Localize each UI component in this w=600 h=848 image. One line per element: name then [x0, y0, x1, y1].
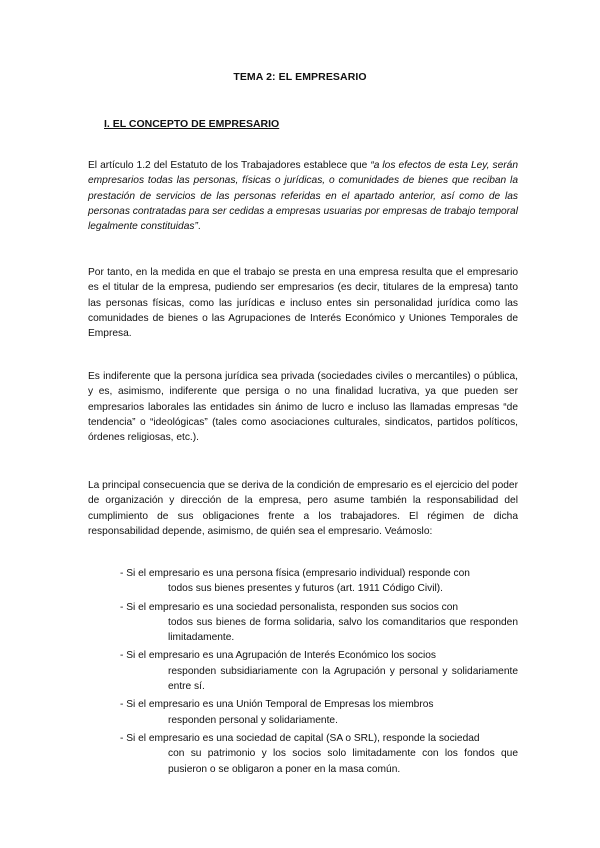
list-item-continuation: responden subsidiariamente con la Agrupación y personal y solidariamente entre sí.	[168, 665, 518, 693]
paragraph-definition-quote: “a los efectos de esta Ley, serán empresarios todas las personas, físicas o jurídicas, o comunidades de bienes que reciban la prestación de servicios de las personas referidas en el apartado anterior, así como de las personas contratadas para ser cedidas a empresas usuarias por empresas de trabajo temporal legalmente constituidas”	[88, 160, 518, 233]
list-item-first-line: - Si el empresario es una Agrupación de Interés Económico los socios	[120, 650, 436, 662]
paragraph-persona-juridica: Es indiferente que la persona jurídica sea privada (sociedades civiles o mercantiles) o pública, y es, asimismo, indiferente que persiga o no una finalidad lucrativa, ya que pueden ser empresarios laborales las entidades sin ánimo de lucro e incluso las llamadas empresas “de tendencia” o “ideológicas” (tales como asociaciones culturales, sindicatos, partidos políticos, órdenes religiosas, etc.).	[88, 371, 518, 444]
paragraph-consecuencia: La principal consecuencia que se deriva de la condición de empresario es el ejercicio del poder de organización y dirección de la empresa, pero asume también la responsabilidad del cumplimiento de sus obligaciones frente a los trabajadores. El régimen de dicha responsabilidad depende, asimismo, de quién sea el empresario. Veámoslo:	[88, 480, 518, 537]
paragraph-titular: Por tanto, en la medida en que el trabajo se presta en una empresa resulta que el empresario es el titular de la empresa, pudiendo ser empresarios (es decir, titulares de la empresa) tanto las personas físicas, como las jurídicas e incluso entes sin personalidad jurídica como las comunidades de bienes o las Agrupaciones de Interés Económico y Uniones Temporales de Empresa.	[88, 267, 518, 340]
section-heading: I. EL CONCEPTO DE EMPRESARIO	[104, 118, 280, 130]
list-item	[120, 566, 518, 597]
list-item	[120, 600, 518, 646]
list-item-continuation: todos sus bienes presentes y futuros (art. 1911 Código Civil).	[168, 583, 444, 595]
paragraph-definition-lead: El artículo 1.2 del Estatuto de los Trabajadores establece que	[88, 160, 371, 171]
list-item-first-line: - Si el empresario es una persona física (empresario individual) responde con	[120, 568, 470, 579]
list-item-continuation: todos sus bienes de forma solidaria, salvo los comanditarios que responden limitadamente.	[168, 616, 518, 644]
page-title: TEMA 2: EL EMPRESARIO	[233, 71, 367, 83]
list-item	[120, 648, 518, 694]
paragraph-definition-tail: .	[197, 221, 201, 233]
list-item-continuation: con su patrimonio y los socios solo limitadamente con los fondos que pusieron o se obligaron a poner en la masa común.	[168, 748, 518, 775]
list-item	[120, 731, 518, 777]
list-item-first-line: - Si el empresario es una sociedad de capital (SA o SRL), responde la sociedad	[120, 732, 480, 744]
list-item	[120, 697, 518, 728]
responsibility-list	[120, 566, 518, 780]
list-item-first-line: - Si el empresario es una Unión Temporal de Empresas los miembros	[120, 699, 434, 711]
list-item-first-line: - Si el empresario es una sociedad personalista, responden sus socios con	[120, 601, 459, 613]
paragraph-definition	[88, 158, 518, 234]
list-item-continuation: responden personal y solidariamente.	[168, 714, 338, 726]
